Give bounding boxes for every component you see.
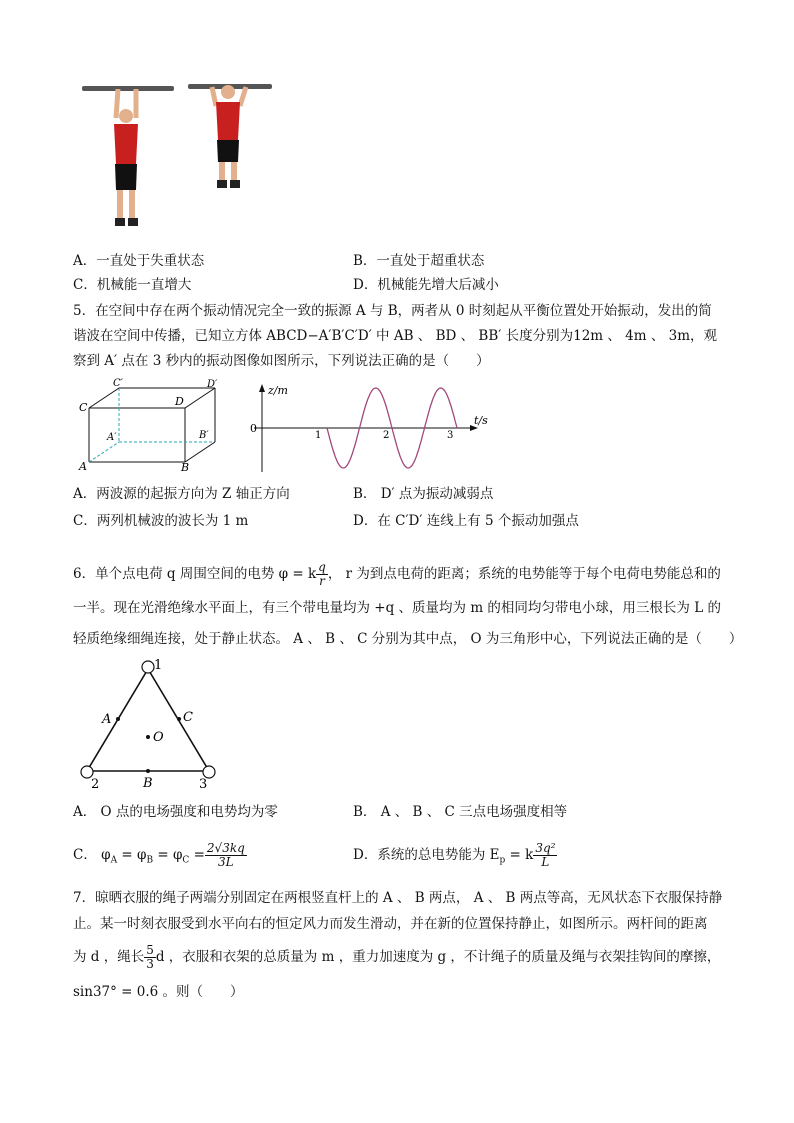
q6-d-sub: p	[499, 855, 506, 866]
q6-c-sub-b: B	[146, 855, 154, 866]
q5-option-b: B． D′ 点为振动减弱点	[353, 486, 494, 502]
graph-xlabel: t/s	[474, 414, 488, 427]
cube-label-c: C	[79, 401, 88, 414]
graph-tick-1: 1	[315, 430, 322, 441]
triangle-label-2: 2	[91, 777, 100, 792]
q7-stem-line4: sin37° = 0.6 。则（ ）	[73, 984, 244, 1000]
q6-line1-part-a: 6．单个点电荷 q 周围空间的电势 φ = k	[73, 566, 317, 582]
q5-option-c: C．两列机械波的波长为 1 m	[73, 513, 249, 529]
q6-option-a: A． O 点的电场强度和电势均为零	[73, 804, 278, 820]
cube-label-b: B	[181, 461, 190, 474]
q7-stem-line1: 7．晾晒衣服的绳子两端分别固定在两根竖直杆上的 A 、 B 两点， A 、 B 两点等高，无风状态下衣服保持静	[73, 890, 723, 906]
q6-d-fraction	[533, 842, 557, 869]
q5-option-a: A．两波源的起振方向为 Z 轴正方向	[73, 486, 290, 502]
q4-option-c: C．机械能一直增大	[73, 277, 192, 293]
q6-stem-line1	[73, 557, 721, 591]
q6-option-d	[353, 838, 557, 872]
q6-frac-den: r	[319, 574, 325, 588]
q6-d-pre: D．系统的总电势能为 E	[353, 847, 500, 863]
q5-stem-line1: 5．在空间中存在两个振动情况完全一致的振源 A 与 B，两者从 0 时刻起从平衡位置处开始振动，发出的简	[73, 303, 712, 319]
q6-c-den: 3L	[218, 855, 234, 869]
q7-stem-line3	[73, 940, 720, 974]
triangle-label-a: A	[102, 712, 112, 727]
q6-stem-line3: 轻质绝缘细绳连接，处于静止状态。 A 、 B 、 C 分别为其中点， O 为三角形中心，下列说法正确的是（ ）	[73, 631, 743, 647]
cube-label-c-prime: C′	[113, 378, 123, 389]
q6-c-mid: = φ	[117, 847, 147, 863]
q6-frac-num: q	[318, 560, 326, 574]
q5-vibration-graph	[252, 380, 497, 475]
q4-option-d: D．机械能先增大后减小	[353, 277, 499, 293]
graph-tick-3: 3	[447, 430, 454, 441]
pullup-figure	[78, 78, 278, 243]
q6-c-eq: =	[189, 847, 205, 863]
triangle-label-1: 1	[154, 658, 163, 673]
q6-c-num: 2√3kq	[206, 841, 245, 855]
q7-line3-part-b: d ，衣服和衣架的总质量为 m ，重力加速度为 g ，不计绳子的质量及绳与衣架挂钩间的摩擦，	[155, 949, 721, 965]
q7-stem-line2: 止。某一时刻衣服受到水平向右的恒定风力而发生滑动，并在新的位置保持静止，如图所示。两杆间的距离	[73, 916, 708, 932]
q7-frac-num: 5	[146, 943, 154, 957]
q7-line3-part-a: 为 d ，绳长	[73, 949, 145, 965]
q6-option-c	[73, 838, 247, 872]
q5-option-d: D．在 C′D′ 连线上有 5 个振动加强点	[353, 513, 579, 529]
triangle-label-c: C	[183, 710, 193, 725]
q6-line1-part-b: ， r 为到点电荷的距离；系统的电势能等于每个电荷电势能总和的	[327, 566, 721, 582]
cube-label-a: A	[79, 460, 87, 473]
graph-origin: 0	[250, 422, 257, 435]
cube-label-d-prime: D′	[207, 379, 218, 390]
graph-tick-2: 2	[383, 430, 390, 441]
q7-frac-den: 3	[146, 957, 154, 971]
q4-option-b: B．一直处于超重状态	[353, 253, 485, 269]
q6-stem-line2: 一半。现在光滑绝缘水平面上，有三个带电量均为 +q 、质量均为 m 的相同均匀带电小球，用三根长为 L 的	[73, 600, 721, 616]
q5-stem-line3: 察到 A′ 点在 3 秒内的振动图像如图所示，下列说法正确的是（ ）	[73, 353, 490, 369]
q6-c-mid2: = φ	[153, 847, 183, 863]
triangle-label-3: 3	[199, 777, 208, 792]
q6-c-sub-a: A	[110, 855, 118, 866]
q6-d-eq: = k	[505, 847, 534, 863]
q7-length-fraction	[144, 944, 156, 971]
q6-d-den: L	[541, 855, 550, 869]
q6-phi-fraction	[316, 561, 328, 588]
q6-c-pre: C． φ	[73, 847, 111, 863]
q4-option-a: A．一直处于失重状态	[73, 253, 205, 269]
cube-label-a-prime: A′	[107, 432, 117, 443]
q5-stem-line2: 谐波在空间中传播，已知立方体 ABCD−A′B′C′D′ 中 AB 、 BD 、 BB′ 长度分别为12m 、 4m 、 3m，观	[73, 328, 718, 344]
q6-d-num: 3q²	[535, 841, 556, 855]
graph-ylabel: z/m	[268, 384, 288, 397]
triangle-label-b: B	[143, 776, 153, 791]
q6-option-b: B． A 、 B 、 C 三点电场强度相等	[353, 804, 568, 820]
cube-label-d: D	[175, 395, 184, 408]
q5-cube-figure	[75, 378, 235, 473]
cube-label-b-prime: B′	[199, 430, 209, 441]
q6-triangle-figure	[75, 655, 225, 790]
triangle-label-o: O	[153, 730, 164, 745]
q6-c-fraction	[205, 842, 247, 869]
q6-c-sub-c: C	[182, 855, 190, 866]
